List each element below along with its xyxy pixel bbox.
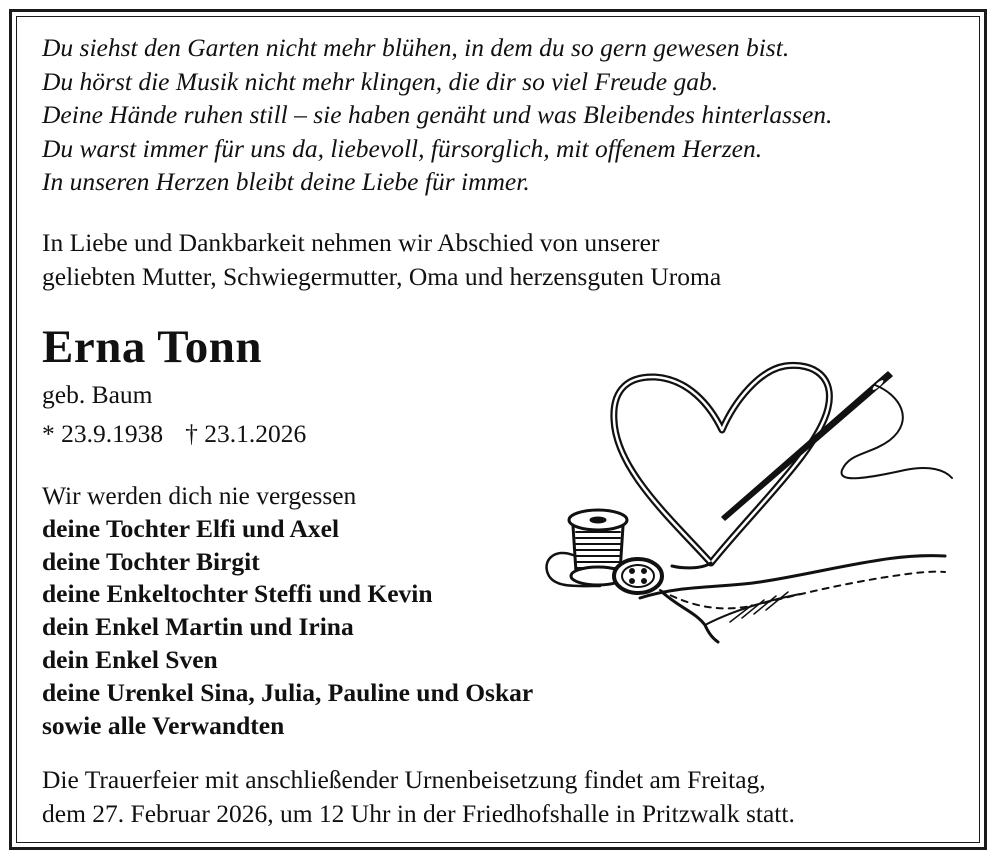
funeral-line: Die Trauerfeier mit anschließender Urnenbeisetzung findet am Freitag, xyxy=(42,765,766,794)
poem-line: Du hörst die Musik nicht mehr klingen, die dir so viel Freude gab. xyxy=(42,66,719,96)
thread xyxy=(672,563,711,568)
intro-text xyxy=(42,226,721,293)
mourners-lead: Wir werden dich nie vergessen xyxy=(42,481,357,510)
poem xyxy=(42,31,832,199)
poem-line: Deine Hände ruhen still – sie haben genäht und was Bleibendes hinterlassen. xyxy=(42,100,833,129)
needle xyxy=(722,372,952,520)
mourner-entry: deine Tochter Birgit xyxy=(42,546,260,576)
heart-needle-thread-spool-button-icon xyxy=(510,292,960,724)
poem-line: Du siehst den Garten nicht mehr blühen, in dem du so gern gewesen bist. xyxy=(42,33,790,62)
mourner-entry: sowie alle Verwandten xyxy=(42,710,285,740)
maiden-name: geb. Baum xyxy=(42,380,153,409)
mourner-entry: deine Tochter Elfi und Axel xyxy=(42,513,340,543)
mourners-list xyxy=(42,480,533,742)
funeral-info xyxy=(42,763,795,831)
sewing-button xyxy=(614,559,662,593)
birth-date: * 23.9.1938 xyxy=(42,419,164,448)
death-date: † 23.1.2026 xyxy=(185,419,307,448)
intro-line: In Liebe und Dankbarkeit nehmen wir Abschied von unserer xyxy=(42,228,660,257)
mourner-entry: dein Enkel Sven xyxy=(42,644,218,674)
mourner-entry: deine Enkeltochter Steffi und Kevin xyxy=(42,579,433,609)
life-dates xyxy=(42,418,306,450)
intro-line: geliebten Mutter, Schwiegermutter, Oma und herzensguten Uroma xyxy=(42,261,722,291)
mourner-entry: dein Enkel Martin und Irina xyxy=(42,612,354,642)
mourner-entry: deine Urenkel Sina, Julia, Pauline und Oskar xyxy=(42,677,534,707)
poem-line: In unseren Herzen bleibt deine Liebe für immer. xyxy=(42,167,530,196)
funeral-line: dem 27. Februar 2026, um 12 Uhr in der Friedhofshalle in Pritzwalk statt. xyxy=(42,799,795,828)
poem-line: Du warst immer für uns da, liebevoll, fürsorglich, mit offenem Herzen. xyxy=(42,133,763,163)
heart-outline xyxy=(614,365,830,563)
deceased-name: Erna Tonn xyxy=(42,321,263,373)
